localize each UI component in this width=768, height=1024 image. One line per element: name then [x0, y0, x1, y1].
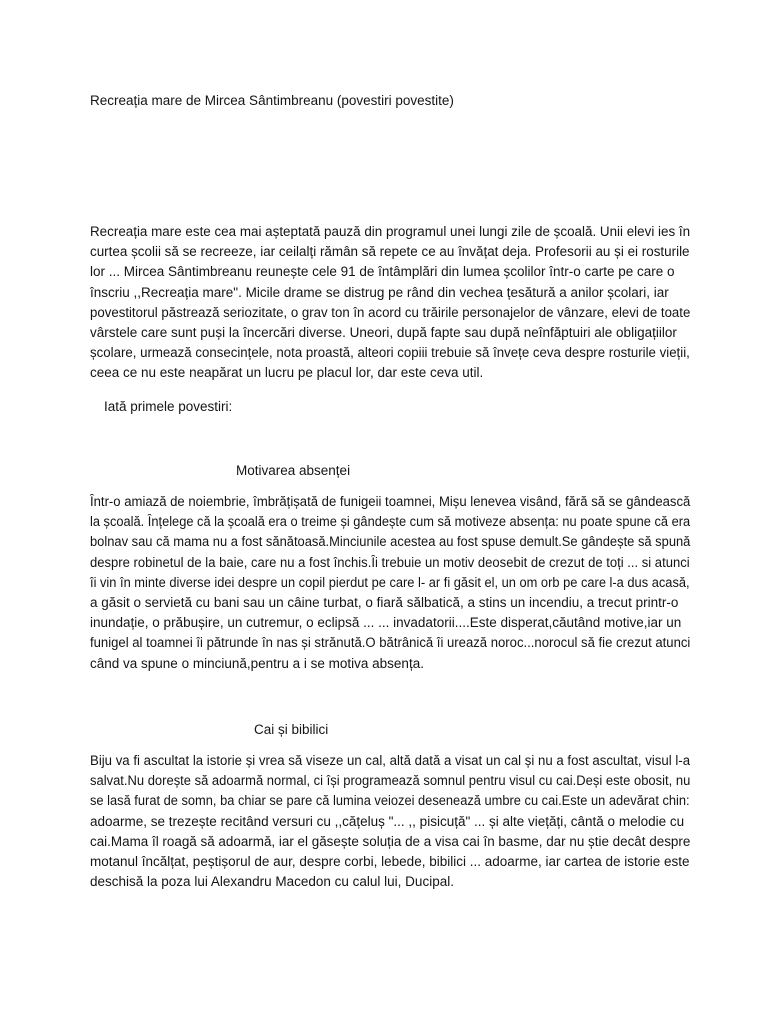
stories-lead: Iată primele povestiri:: [104, 399, 233, 414]
paragraph-line: lor ... Mircea Sântimbreanu reunește cele 91 de întâmplări din lumea școlilor într-o carte pe care o: [90, 264, 675, 280]
paragraph-line: povestitorul păstrează seriozitate, o grav ton în acord cu trăirile personajelor de vânzare, elevi de toate: [90, 304, 691, 320]
story-paragraph-motivarea-absentei: [90, 492, 690, 674]
paragraph-line: salvat.Nu dorește să adoarmă normal, ci își programează somnul pentru visul cu cai.Deși este obosit, nu: [90, 773, 691, 789]
paragraph-line: curtea școlii să se recreeze, iar ceilalți rămân să repete ce au învățat deja. Profesorii au și ei rosturile: [90, 244, 690, 260]
paragraph-line: bolnav sau că mama nu a fost sănătoasă.Minciunile acestea au fost spuse demult.Se gândește să spună: [90, 534, 691, 550]
paragraph-line: îi vin în minte diverse idei despre un copil pierdut pe care l- ar fi găsit el, un om orb pe care l-a dus acasă,: [90, 574, 690, 590]
paragraph-line: Într-o amiază de noiembrie, îmbrățișată de funigeii toamnei, Mișu lenevea visând, fără să se gândească: [90, 494, 691, 509]
paragraph-line: când va spune o minciună,pentru a i se motiva absența.: [90, 655, 424, 671]
paragraph-line: școlare, urmează consecințele, nota proastă, alteori copiii trebuie să învețe ceva despre rosturile vieții,: [90, 345, 690, 361]
story-paragraph-cai-si-bibilici: [90, 751, 690, 892]
paragraph-line: se lasă furat de somn, ba chiar se pare că lumina veiozei desenează umbre cu cai.Este un adevărat chin:: [90, 793, 690, 809]
story-heading-cai-si-bibilici: Cai și bibilici: [254, 722, 329, 737]
paragraph-line: Recreația mare este cea mai așteptată pauză din programul unei lungi zile de școală. Unii elevi ies în: [90, 224, 691, 239]
story-heading-motivarea-absentei: Motivarea absenței: [236, 463, 351, 478]
paragraph-line: motanul încălțat, peștișorul de aur, despre corbi, lebede, bibilici ... adoarme, iar cartea de istorie este: [90, 854, 690, 870]
document-title: Recreația mare de Mircea Sântimbreanu (povestiri povestite): [90, 93, 454, 108]
paragraph-line: deschisă la poza lui Alexandru Macedon cu calul lui, Ducipal.: [90, 874, 454, 890]
paragraph-line: la școală. Înțelege că la școală era o treime și gândește cum să motiveze absența: nu poate spune că era: [90, 514, 691, 530]
paragraph-line: vârstele care sunt puși la încercări diverse. Uneori, după fapte sau după neînfăptuiri ale obligațiilor: [90, 325, 677, 341]
paragraph-line: adoarme, se trezește recitând versuri cu ,,cățeluș "... ,, pisicuță" ... și alte viețăți, cântă o melodie cu: [90, 813, 685, 829]
intro-paragraph: [90, 222, 690, 384]
paragraph-line: a găsit o servietă cu bani sau un câine turbat, o fiară sălbatică, a stins un incendiu, a trecut printr-o: [90, 595, 679, 611]
paragraph-line: ceea ce nu este neapărat un lucru pe placul lor, dar este ceva util.: [90, 365, 484, 381]
paragraph-line: inundație, o prăbușire, un cutremur, o eclipsă ... ... invadatorii....Este disperat,căutând motive,iar un: [90, 615, 682, 631]
paragraph-line: Biju va fi ascultat la istorie și vrea să viseze un cal, altă dată a visat un cal și nu a fost ascultat, visul l-a: [90, 753, 691, 768]
paragraph-line: despre robinetul de la baie, care nu a fost închis.Îi trebuie un motiv deosebit de crezut de toți ... si atunci: [90, 554, 690, 570]
paragraph-line: înscriu ,,Recreația mare". Micile drame se distrug pe rând din vechea țesătură a anilor școlari, iar: [90, 284, 669, 300]
paragraph-line: cai.Mama îl roagă să adoarmă, iar el găsește soluția de a visa cai în basme, dar nu știe decât despre: [90, 833, 691, 849]
paragraph-line: funigel al toamnei îi pătrunde în nas și strănută.O bătrânică îi urează noroc...norocul să fie crezut atunci: [90, 635, 691, 651]
